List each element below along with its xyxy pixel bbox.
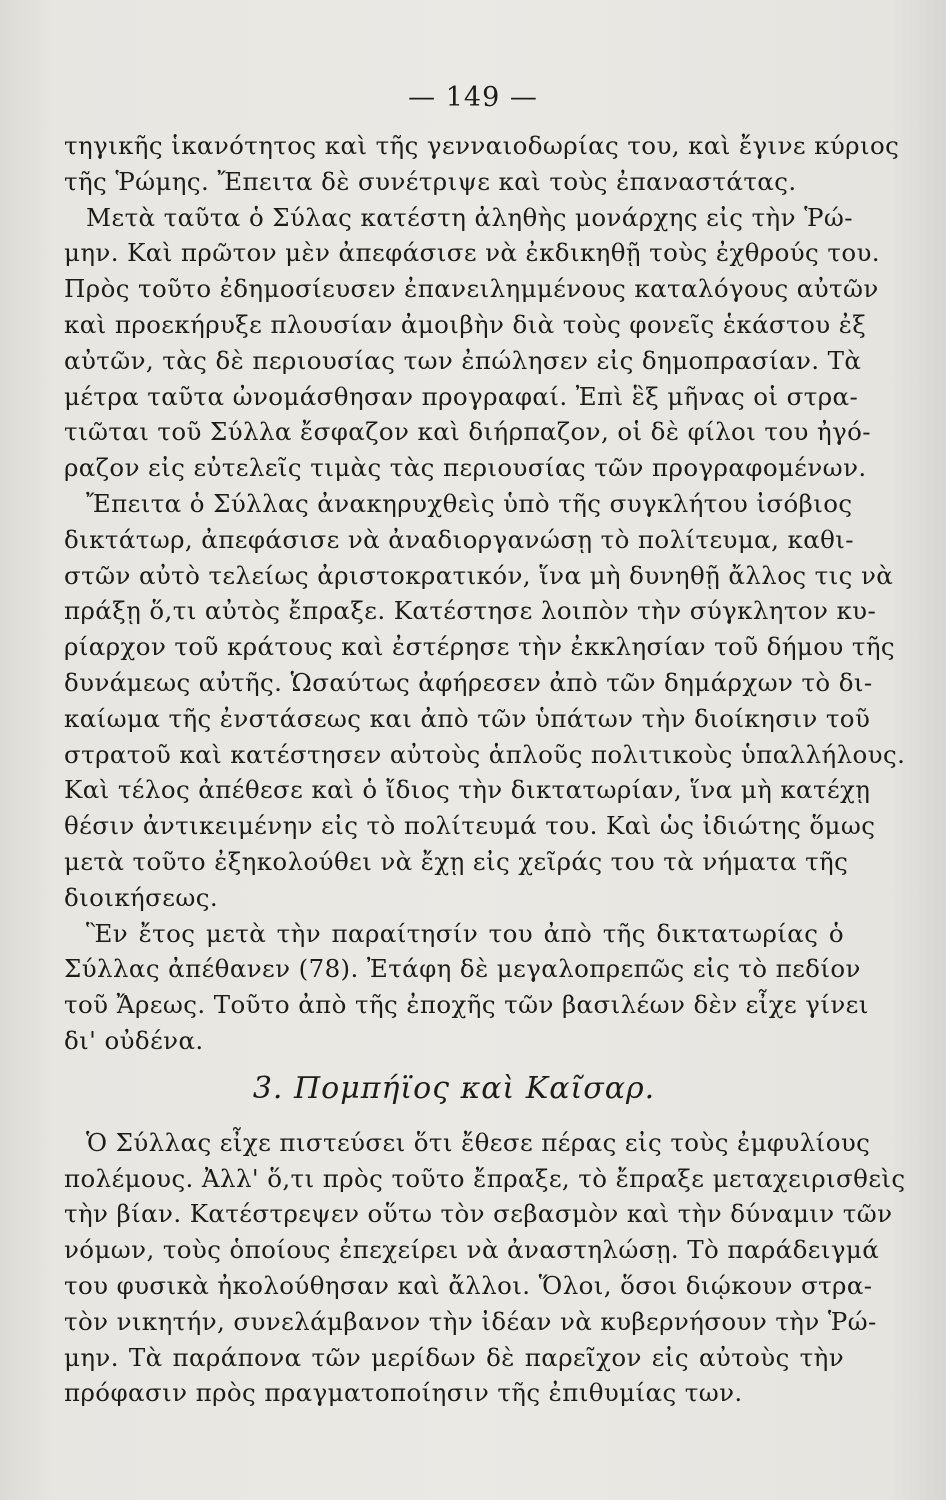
paragraph-dictatorship — [64, 486, 906, 916]
text-line: Ἓν ἔτος μετὰ τὴν παραίτησίν του ἀπὸ τῆς δικτατωρίας ὁ — [86, 918, 844, 948]
text-line: πολέμους. Ἀλλ' ὅ,τι πρὸς τοῦτο ἔπραξε, τὸ ἔπραξε μεταχειρισθεὶς — [64, 1163, 906, 1193]
text-line: θέσιν ἀντικειμένην εἰς τὸ πολίτευμά του. Καὶ ὡς ἰδιώτης ὅμως — [64, 811, 876, 841]
text-line: νόμων, τοὺς ὁποίους ἐπεχείρει νὰ ἀναστηλώσῃ. Τὸ παράδειγμά — [64, 1235, 880, 1265]
section-heading: 3. Πομπήϊος καὶ Καῖσαρ. — [252, 1070, 656, 1106]
text-line: μετὰ τοῦτο ἐξηκολούθει νὰ ἔχῃ εἰς χεῖράς του τὰ νήματα τῆς — [64, 846, 849, 876]
text-line: Πρὸς τοῦτο ἐδημοσίευσεν ἐπανειλημμένους καταλόγους αὐτῶν — [64, 274, 879, 304]
text-line: πρόφασιν πρὸς πραγματοποίησιν τῆς ἐπιθυμίας των. — [64, 1378, 743, 1408]
text-line: αὐτῶν, τὰς δὲ περιουσίας των ἐπώλησεν εἰς δημοπρασίαν. Τὰ — [64, 345, 862, 375]
text-line: δυνάμεως αὐτῆς. Ὡσαύτως ἀφήρεσεν ἀπὸ τῶν δημάρχων τὸ δι- — [64, 667, 873, 697]
text-line: στῶν αὐτὸ τελείως ἀριστοκρατικόν, ἵνα μὴ δυνηθῇ ἄλλος τις νὰ — [64, 560, 894, 590]
paragraph-proscriptions — [64, 200, 880, 486]
page-number: — 149 — — [408, 82, 538, 113]
text-line: Καὶ τέλος ἀπέθεσε καὶ ὁ ἴδιος τὴν δικτατωρίαν, ἵνα μὴ κατέχῃ — [64, 775, 871, 805]
text-line: Μετὰ ταῦτα ὁ Σύλας κατέστη ἀληθὴς μονάρχης εἰς τὴν Ῥώ- — [86, 202, 853, 232]
text-line: καὶ προεκήρυξε πλουσίαν ἀμοιβὴν διὰ τοὺς φονεῖς ἑκάστου ἐξ — [64, 309, 867, 339]
text-line: δικτάτωρ, ἀπεφάσισε νὰ ἀναδιοργανώσῃ τὸ πολίτευμα, καθι- — [64, 524, 854, 554]
text-line: ρίαρχον τοῦ κράτους καὶ ἐστέρησε τὴν ἐκκλησίαν τοῦ δήμου τῆς — [64, 632, 896, 662]
text-line: πράξῃ ὅ,τι αὐτὸς ἔπραξε. Κατέστησε λοιπὸν τὴν σύγκλητον κυ- — [64, 596, 877, 626]
text-line: τηγικῆς ἱκανότητος καὶ τῆς γενναιοδωρίας του, καὶ ἔγινε κύριος — [64, 131, 900, 160]
paragraph-continuation — [64, 128, 900, 200]
paragraph-death — [64, 916, 869, 1059]
paragraph-pompey-caesar — [64, 1125, 906, 1411]
text-line: ραζον εἰς εὐτελεῖς τιμὰς τὰς περιουσίας τῶν προγραφομένων. — [64, 453, 867, 483]
text-line: καίωμα τῆς ἐνστάσεως και ἀπὸ τῶν ὑπάτων τὴν διοίκησιν τοῦ — [64, 703, 871, 733]
text-line: μην. Τὰ παράπονα τῶν μερίδων δὲ παρεῖχον εἰς αὐτοὺς τὴν — [64, 1342, 844, 1372]
text-line: μην. Καὶ πρῶτον μὲν ἀπεφάσισε νὰ ἐκδικηθῇ τοὺς ἐχθρούς του. — [64, 238, 880, 268]
text-line: μέτρα ταῦτα ὠνομάσθησαν προγραφαί. Ἐπὶ ἓξ μῆνας οἱ στρα- — [64, 381, 859, 411]
text-line: τοῦ Ἄρεως. Τοῦτο ἀπὸ τῆς ἐποχῆς τῶν βασιλέων δὲν εἶχε γίνει — [64, 990, 869, 1020]
text-line: δι' οὐδένα. — [64, 1025, 204, 1055]
text-line: διοικήσεως. — [64, 882, 219, 912]
text-line: τὴν βίαν. Κατέστρεψεν οὕτω τὸν σεβασμὸν καὶ τὴν δύναμιν τῶν — [64, 1199, 893, 1229]
text-line: Σύλλας ἀπέθανεν (78). Ἐτάφη δὲ μεγαλοπρεπῶς εἰς τὸ πεδίον — [64, 954, 861, 984]
text-line: στρατοῦ καὶ κατέστησεν αὐτοὺς ἁπλοῦς πολιτικοὺς ὑπαλλήλους. — [64, 739, 906, 769]
body-text — [64, 128, 906, 1411]
text-line: τῆς Ῥώμης. Ἔπειτα δὲ συνέτριψε καὶ τοὺς ἐπαναστάτας. — [64, 166, 797, 196]
text-line: τὸν νικητήν, συνελάμβανον τὴν ἰδέαν νὰ κυβερνήσουν τὴν Ῥώ- — [64, 1306, 877, 1336]
text-line: Ὁ Σύλλας εἶχε πιστεύσει ὅτι ἔθεσε πέρας εἰς τοὺς ἐμφυλίους — [86, 1127, 871, 1157]
text-line: τιῶται τοῦ Σύλλα ἔσφαζον καὶ διήρπαζον, οἱ δὲ φίλοι του ἠγό- — [64, 417, 871, 447]
text-line: του φυσικὰ ἠκολούθησαν καὶ ἄλλοι. Ὅλοι, ὅσοι διῴκουν στρα- — [64, 1270, 873, 1300]
text-line: Ἔπειτα ὁ Σύλλας ἀνακηρυχθεὶς ὑπὸ τῆς συγκλήτου ἰσόβιος — [86, 488, 853, 518]
